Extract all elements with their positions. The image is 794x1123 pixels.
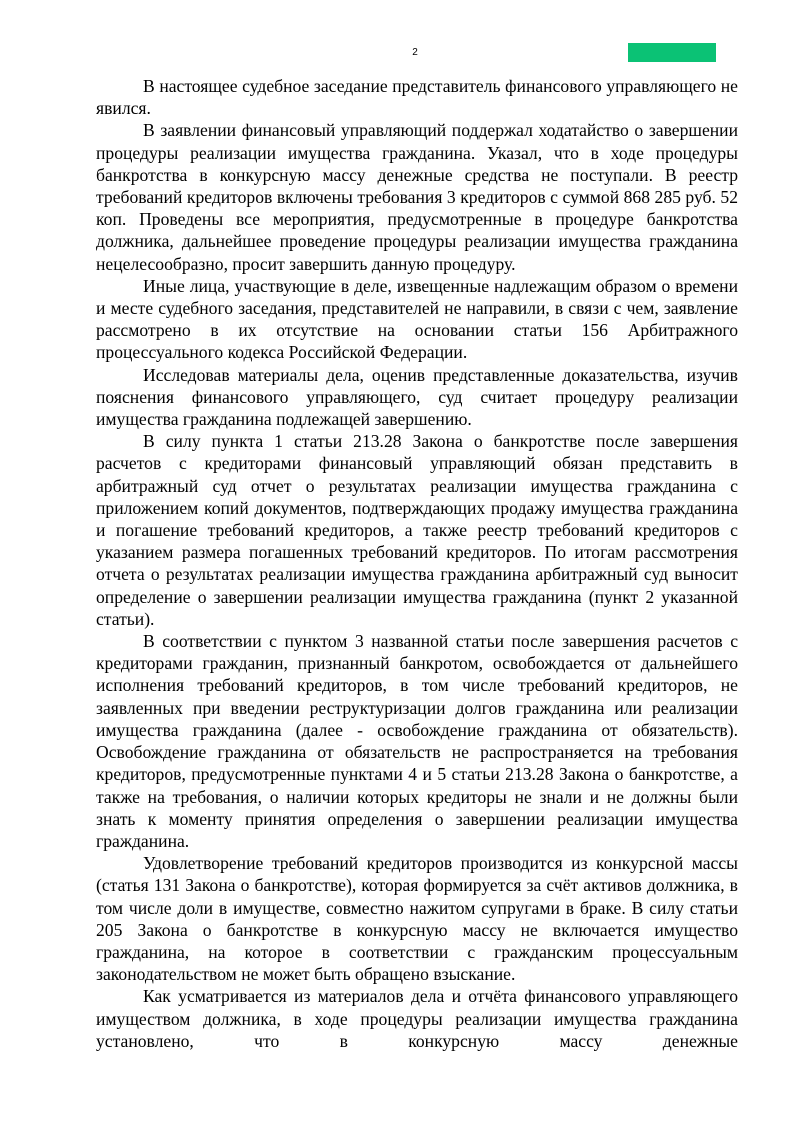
- paragraph-court-finding: Исследовав материалы дела, оценив представленные доказательства, изучив пояснения финансового управляющего, суд считает процедуру реализации имущества гражданина подлежащей завершению.: [96, 364, 738, 430]
- paragraph-article-213-28-clause-3: В соответствии с пунктом 3 названной статьи после завершения расчетов с кредиторами гражданин, признанный банкротом, освобождается от дальнейшего исполнения требований кредиторов, в том числе требований кредиторов, не заявленных при введении реструктуризации долгов гражданина или реализации имущества гражданина (далее - освобождение гражданина от обязательств). Освобождение гражданина от обязательств не распространяется на требования кредиторов, предусмотренные пунктами 4 и 5 статьи 213.28 Закона о банкротстве, а также на требования, о наличии которых кредиторы не знали и не должны были знать к моменту принятия определения о завершении реализации имущества гражданина.: [96, 631, 738, 851]
- paragraph-application-summary: В заявлении финансовый управляющий поддержал ходатайство о завершении процедуры реализации имущества гражданина. Указал, что в ходе процедуры банкротства в конкурсную массу денежные средства не поступали. В реестр требований кредиторов включены требования 3 кредиторов с суммой 868 285 руб. 52 коп. Проведены все мероприятия, предусмотренные в процедуре банкротства должника, дальнейшее проведение процедуры реализации имущества гражданина нецелесообразно, просит завершить данную процедуру.: [96, 120, 738, 274]
- paragraph-article-213-28-clause-1: В силу пункта 1 статьи 213.28 Закона о банкротстве после завершения расчетов с кредиторами финансовый управляющий обязан представить в арбитражный суд отчет о результатах реализации имущества гражданина с приложением копий документов, подтверждающих продажу имущества гражданина и погашение требований кредиторов, а также реестр требований кредиторов с указанием размера погашенных требований кредиторов. По итогам рассмотрения отчета о результатах реализации имущества гражданина арбитражный суд выносит определение о завершении реализации имущества гражданина (пункт 2 указанной статьи).: [96, 431, 738, 629]
- paragraph-representative-absent: В настоящее судебное заседание представитель финансового управляющего не явился.: [96, 76, 738, 119]
- paragraph-bankruptcy-estate: Удовлетворение требований кредиторов производится из конкурсной массы (статья 131 Закона о банкротстве), которая формируется за счёт активов должника, в том числе доли в имуществе, совместно нажитом супругами в браке. В силу статьи 205 Закона о банкротстве в конкурсную массу не включается имущество гражданина, на которое в соответствии с гражданским процессуальным законодательством не может быть обращено взыскание.: [96, 853, 738, 985]
- green-stamp-bar: [628, 43, 716, 62]
- document-body: [96, 75, 738, 1052]
- page-number: 2: [412, 47, 418, 58]
- paragraph-other-parties: Иные лица, участвующие в деле, извещенные надлежащим образом о времени и месте судебного заседания, представителей не направили, в связи с чем, заявление рассмотрено в их отсутствие на основании статьи 156 Арбитражного процессуального кодекса Российской Федерации.: [96, 275, 738, 363]
- paragraph-case-materials: Как усматривается из материалов дела и отчёта финансового управляющего имуществом должника, в ходе процедуры реализации имущества гражданина установлено, что в конкурсную массу денежные: [96, 986, 738, 1051]
